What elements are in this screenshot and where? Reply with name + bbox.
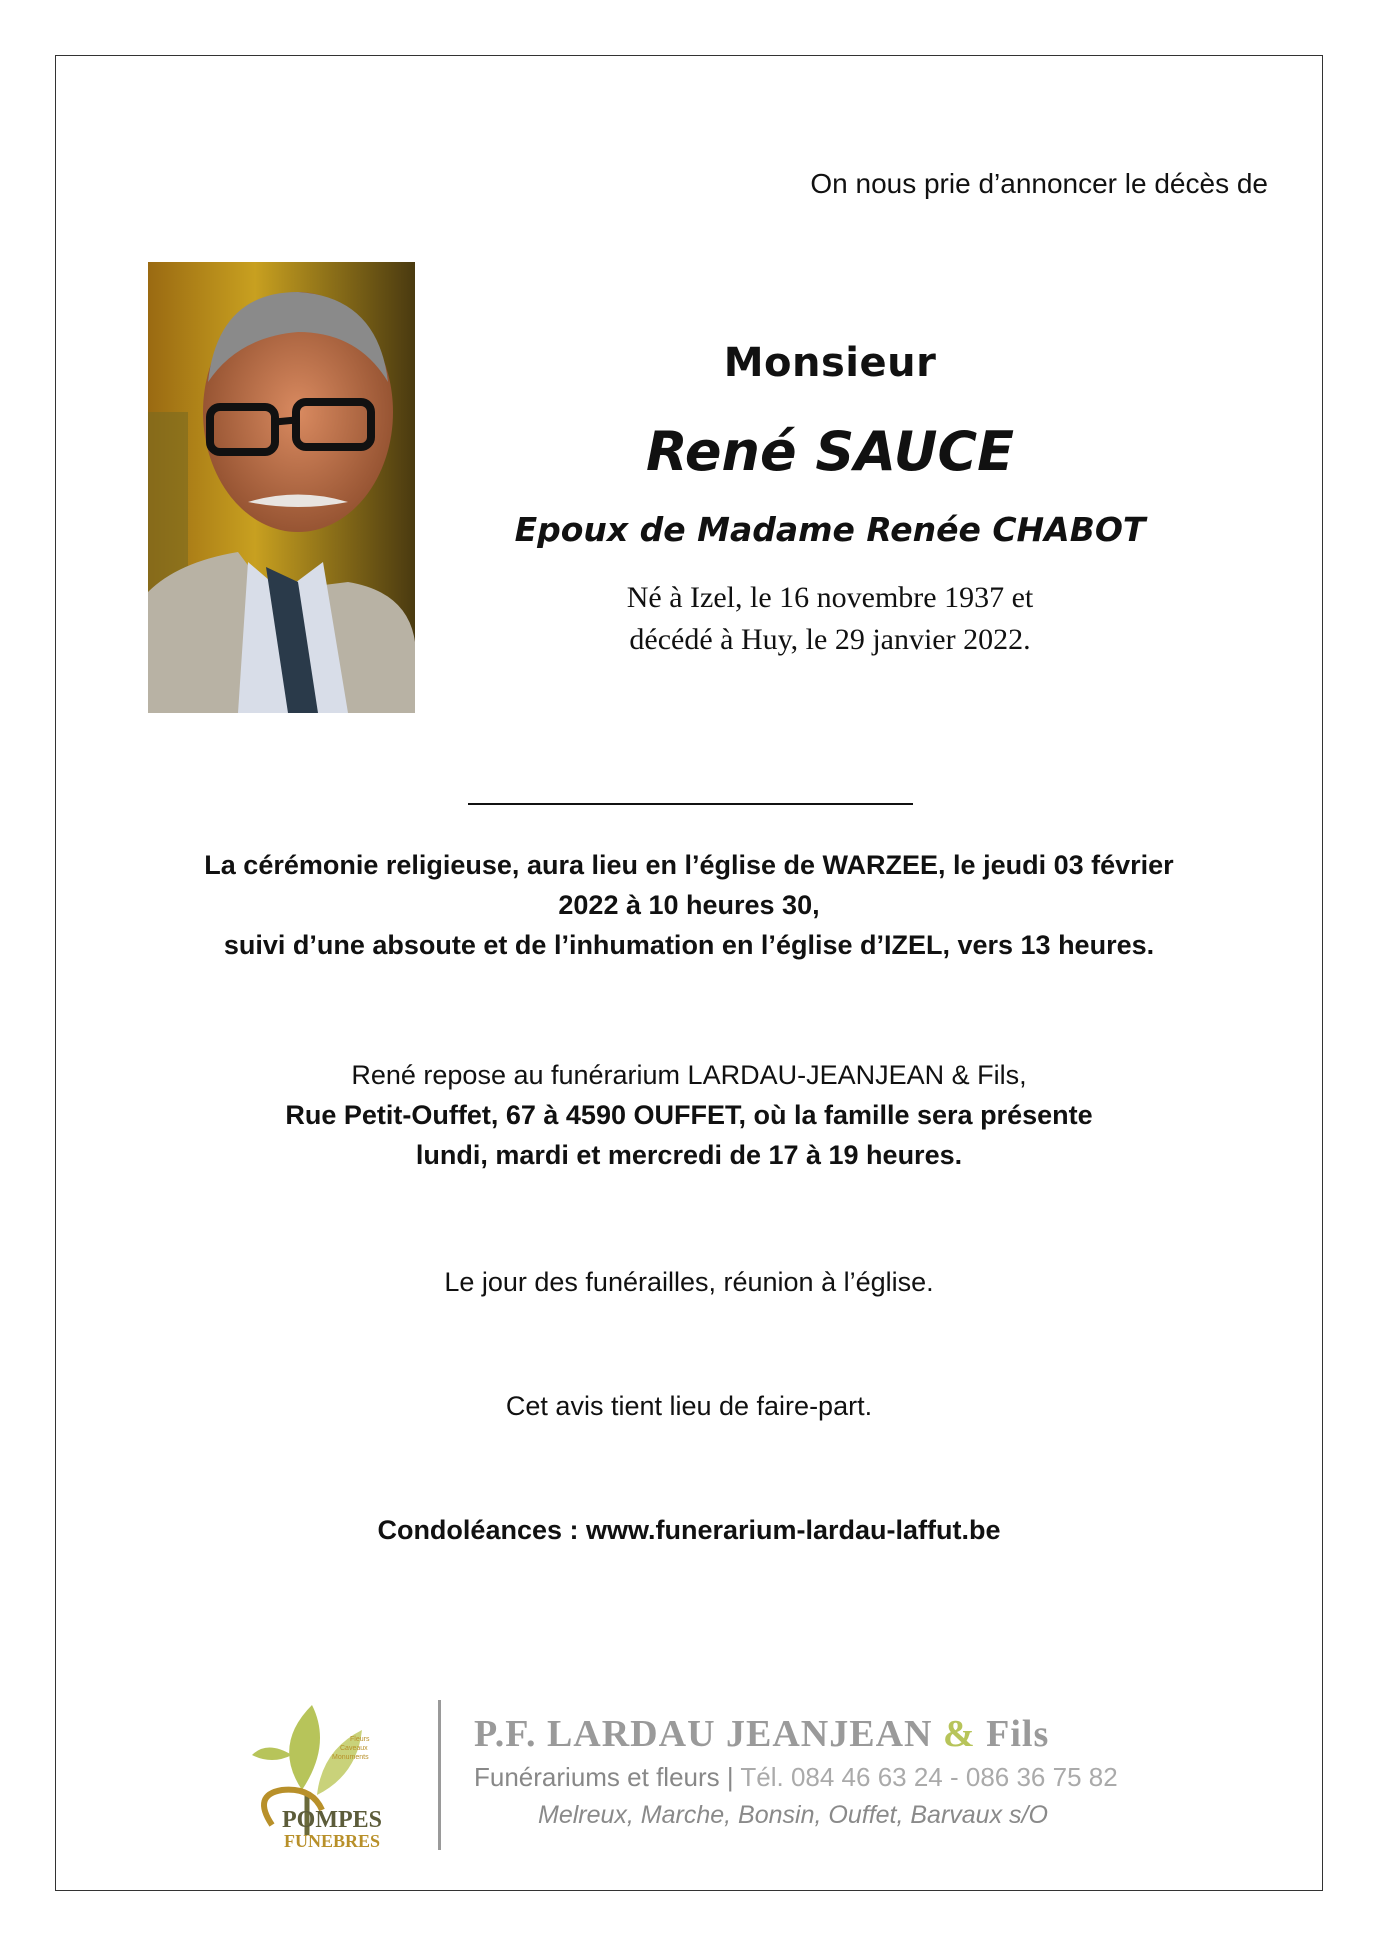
logo-small-line-1: Fleurs (350, 1736, 370, 1743)
repose-line-1: René repose au funérarium LARDAU-JEANJEAN & Fils, (351, 1060, 1027, 1090)
company-tagline (474, 1762, 1174, 1793)
intro-text: On nous prie d’annoncer le décès de (810, 168, 1268, 199)
logo-word-funebres: FUNEBRES (284, 1831, 381, 1851)
tagline-text: Funérariums et fleurs | (474, 1762, 741, 1792)
company-towns: Melreux, Marche, Bonsin, Ouffet, Barvaux s/O (538, 1801, 1048, 1829)
birth-line: Né à Izel, le 16 novembre 1937 et (626, 581, 1034, 614)
honorific: Monsieur (723, 340, 937, 386)
deceased-name: René SAUCE (645, 420, 1014, 483)
logo-small-line-2: Caveaux (340, 1745, 368, 1752)
spouse-line: Epoux de Madame Renée CHABOT (514, 510, 1146, 549)
repose-line-3: lundi, mardi et mercredi de 17 à 19 heures. (415, 1140, 963, 1170)
company-ampersand: & (942, 1713, 976, 1755)
separator-line (468, 803, 913, 805)
ceremony-line-1: La cérémonie religieuse, aura lieu en l’église de WARZEE, le jeudi 03 février (204, 850, 1174, 880)
life-dates (440, 577, 1220, 661)
ceremony-paragraph (100, 845, 1278, 965)
condolences-link: Condoléances : www.funerarium-lardau-laffut.be (377, 1515, 1001, 1545)
ceremony-line-2: 2022 à 10 heures 30, (558, 890, 820, 920)
logo-small-line-3: Monuments (332, 1754, 369, 1761)
pompes-funebres-logo (232, 1695, 422, 1855)
ceremony-line-3: suivi d’une absoute et de l’inhumation en l’église d’IZEL, vers 13 heures. (223, 930, 1155, 960)
portrait-photo (148, 262, 415, 713)
company-name-main: P.F. LARDAU JEANJEAN (474, 1713, 943, 1755)
logo-word-pompes: POMPES (282, 1807, 382, 1833)
company-block (474, 1712, 1174, 1830)
faire-part-notice: Cet avis tient lieu de faire-part. (505, 1391, 873, 1421)
phone-numbers: Tél. 084 46 63 24 - 086 36 75 82 (740, 1762, 1118, 1792)
footer-divider (438, 1700, 441, 1850)
repose-line-2: Rue Petit-Ouffet, 67 à 4590 OUFFET, où la famille sera présente (285, 1100, 1093, 1130)
company-name (474, 1712, 1174, 1756)
repose-paragraph (100, 1055, 1278, 1175)
death-line: décédé à Huy, le 29 janvier 2022. (629, 623, 1031, 656)
company-name-fils: Fils (975, 1713, 1050, 1755)
reunion-text: Le jour des funérailles, réunion à l’église. (444, 1267, 934, 1297)
